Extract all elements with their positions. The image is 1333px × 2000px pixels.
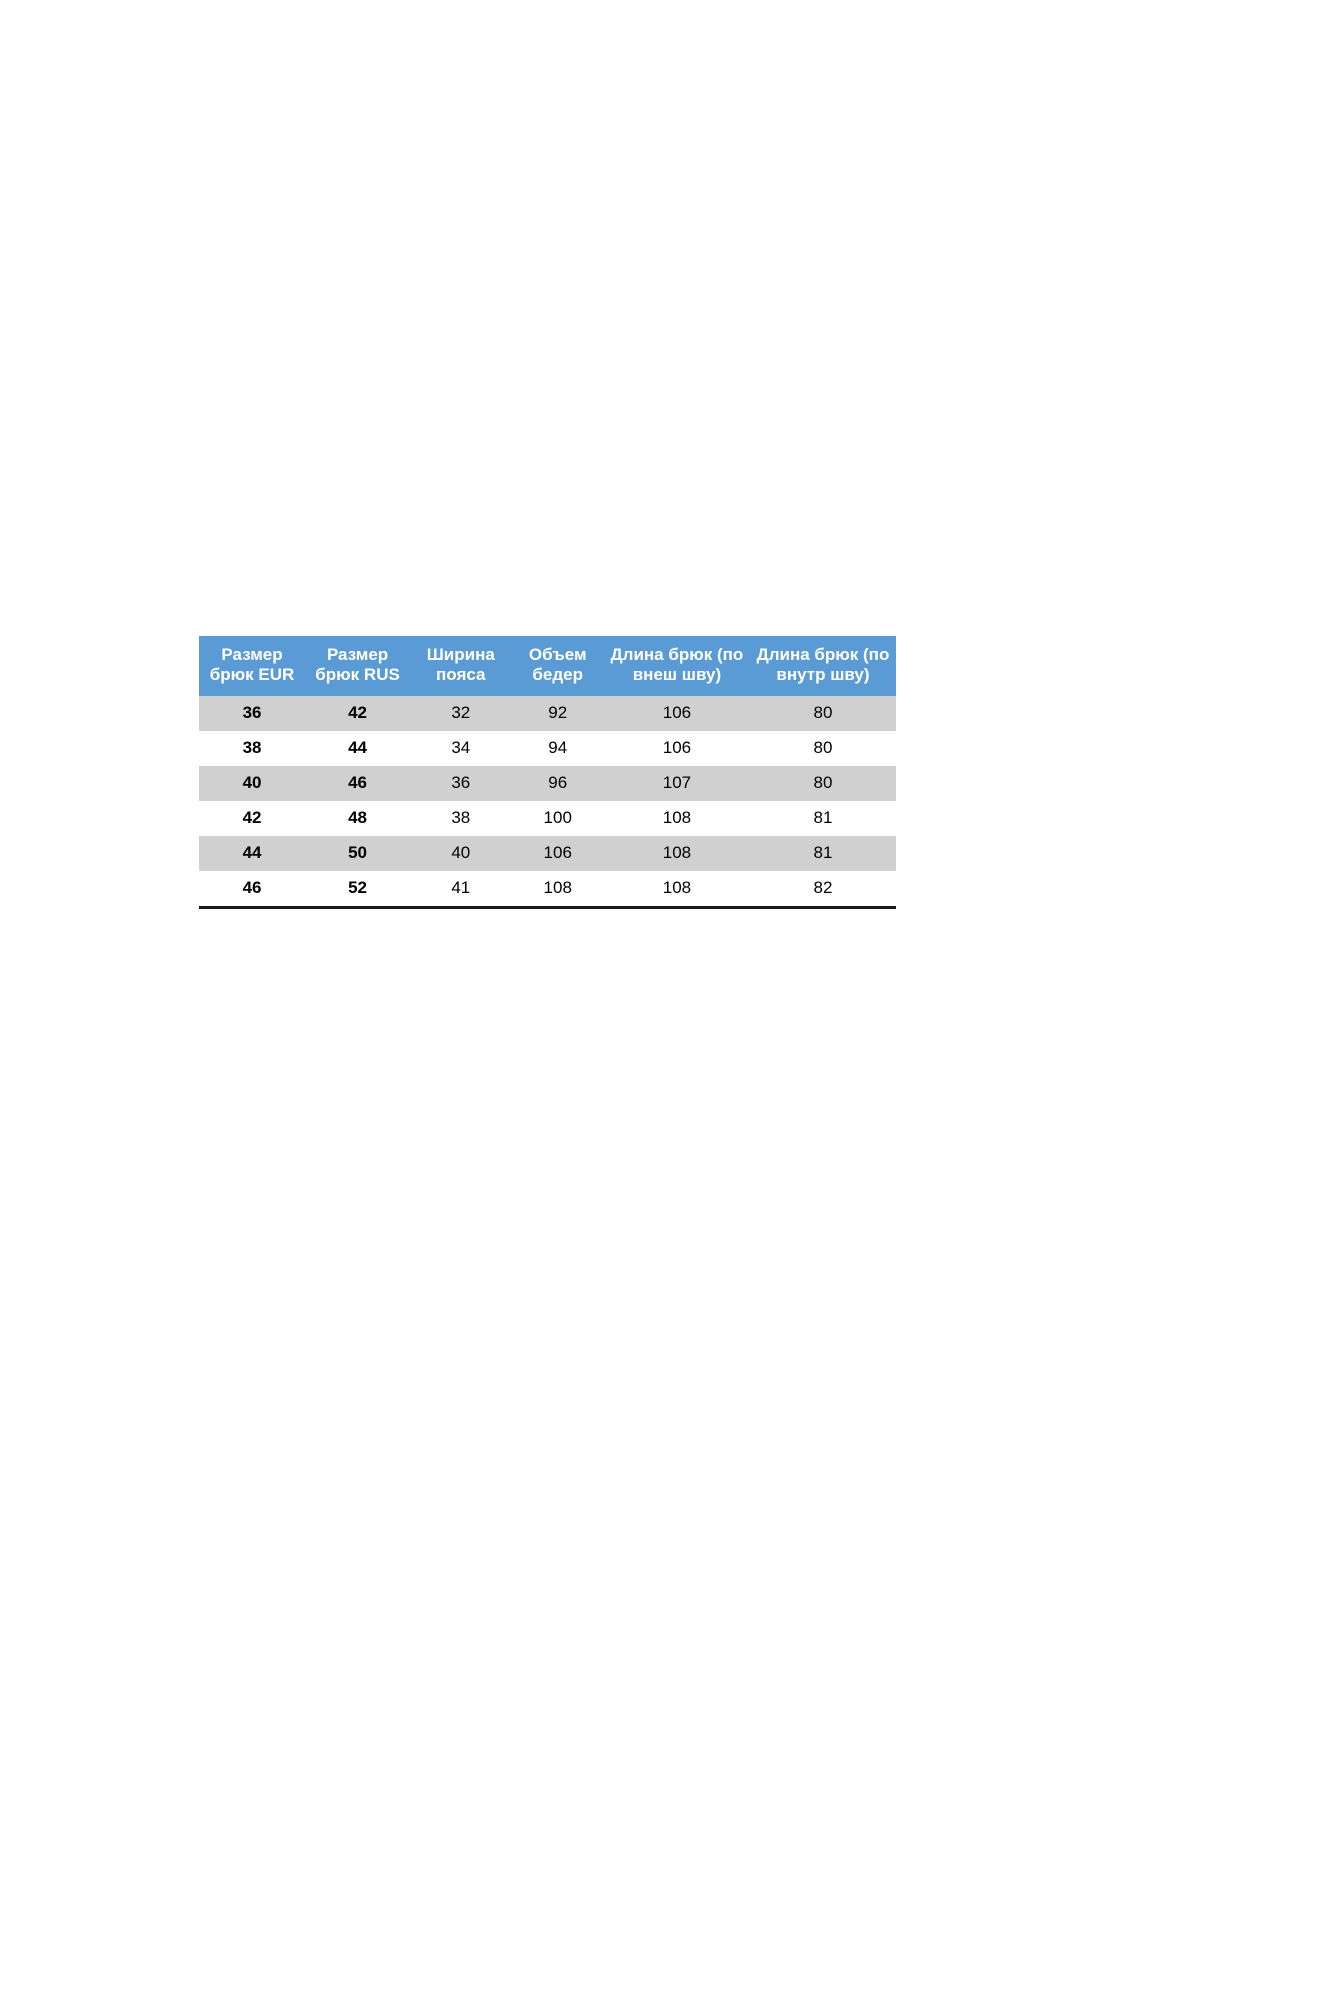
cell-size-eur: 40 <box>199 766 305 801</box>
cell-inseam-length: 80 <box>750 731 896 766</box>
column-header-outseam-length: Длина брюк (по внеш шву) <box>604 636 750 696</box>
cell-hip-volume: 100 <box>512 801 604 836</box>
cell-outseam-length: 106 <box>604 696 750 731</box>
cell-outseam-length: 108 <box>604 836 750 871</box>
column-header-hip-volume: Объем бедер <box>512 636 604 696</box>
cell-waist-width: 38 <box>410 801 512 836</box>
table-row <box>199 801 896 836</box>
cell-size-rus: 50 <box>305 836 410 871</box>
table-header <box>199 636 896 696</box>
cell-inseam-length: 81 <box>750 801 896 836</box>
table-row <box>199 696 896 731</box>
cell-size-eur: 46 <box>199 871 305 908</box>
column-header-waist-width: Ширина пояса <box>410 636 512 696</box>
table-header-row <box>199 636 896 696</box>
cell-hip-volume: 106 <box>512 836 604 871</box>
cell-size-rus: 48 <box>305 801 410 836</box>
cell-inseam-length: 80 <box>750 766 896 801</box>
cell-waist-width: 36 <box>410 766 512 801</box>
table-row <box>199 766 896 801</box>
cell-size-eur: 42 <box>199 801 305 836</box>
cell-inseam-length: 80 <box>750 696 896 731</box>
cell-hip-volume: 96 <box>512 766 604 801</box>
table-body <box>199 696 896 908</box>
cell-size-rus: 42 <box>305 696 410 731</box>
cell-waist-width: 34 <box>410 731 512 766</box>
size-chart-container <box>199 636 896 909</box>
cell-size-rus: 52 <box>305 871 410 908</box>
cell-size-eur: 44 <box>199 836 305 871</box>
table-row <box>199 836 896 871</box>
cell-waist-width: 41 <box>410 871 512 908</box>
cell-hip-volume: 94 <box>512 731 604 766</box>
cell-outseam-length: 108 <box>604 871 750 908</box>
cell-inseam-length: 82 <box>750 871 896 908</box>
table-row <box>199 871 896 908</box>
cell-size-eur: 36 <box>199 696 305 731</box>
cell-hip-volume: 108 <box>512 871 604 908</box>
cell-outseam-length: 107 <box>604 766 750 801</box>
cell-outseam-length: 106 <box>604 731 750 766</box>
cell-waist-width: 40 <box>410 836 512 871</box>
cell-inseam-length: 81 <box>750 836 896 871</box>
size-chart-table <box>199 636 896 909</box>
cell-waist-width: 32 <box>410 696 512 731</box>
cell-size-eur: 38 <box>199 731 305 766</box>
cell-size-rus: 44 <box>305 731 410 766</box>
cell-size-rus: 46 <box>305 766 410 801</box>
cell-hip-volume: 92 <box>512 696 604 731</box>
table-row <box>199 731 896 766</box>
column-header-size-rus: Размер брюк RUS <box>305 636 410 696</box>
cell-outseam-length: 108 <box>604 801 750 836</box>
column-header-size-eur: Размер брюк EUR <box>199 636 305 696</box>
column-header-inseam-length: Длина брюк (по внутр шву) <box>750 636 896 696</box>
